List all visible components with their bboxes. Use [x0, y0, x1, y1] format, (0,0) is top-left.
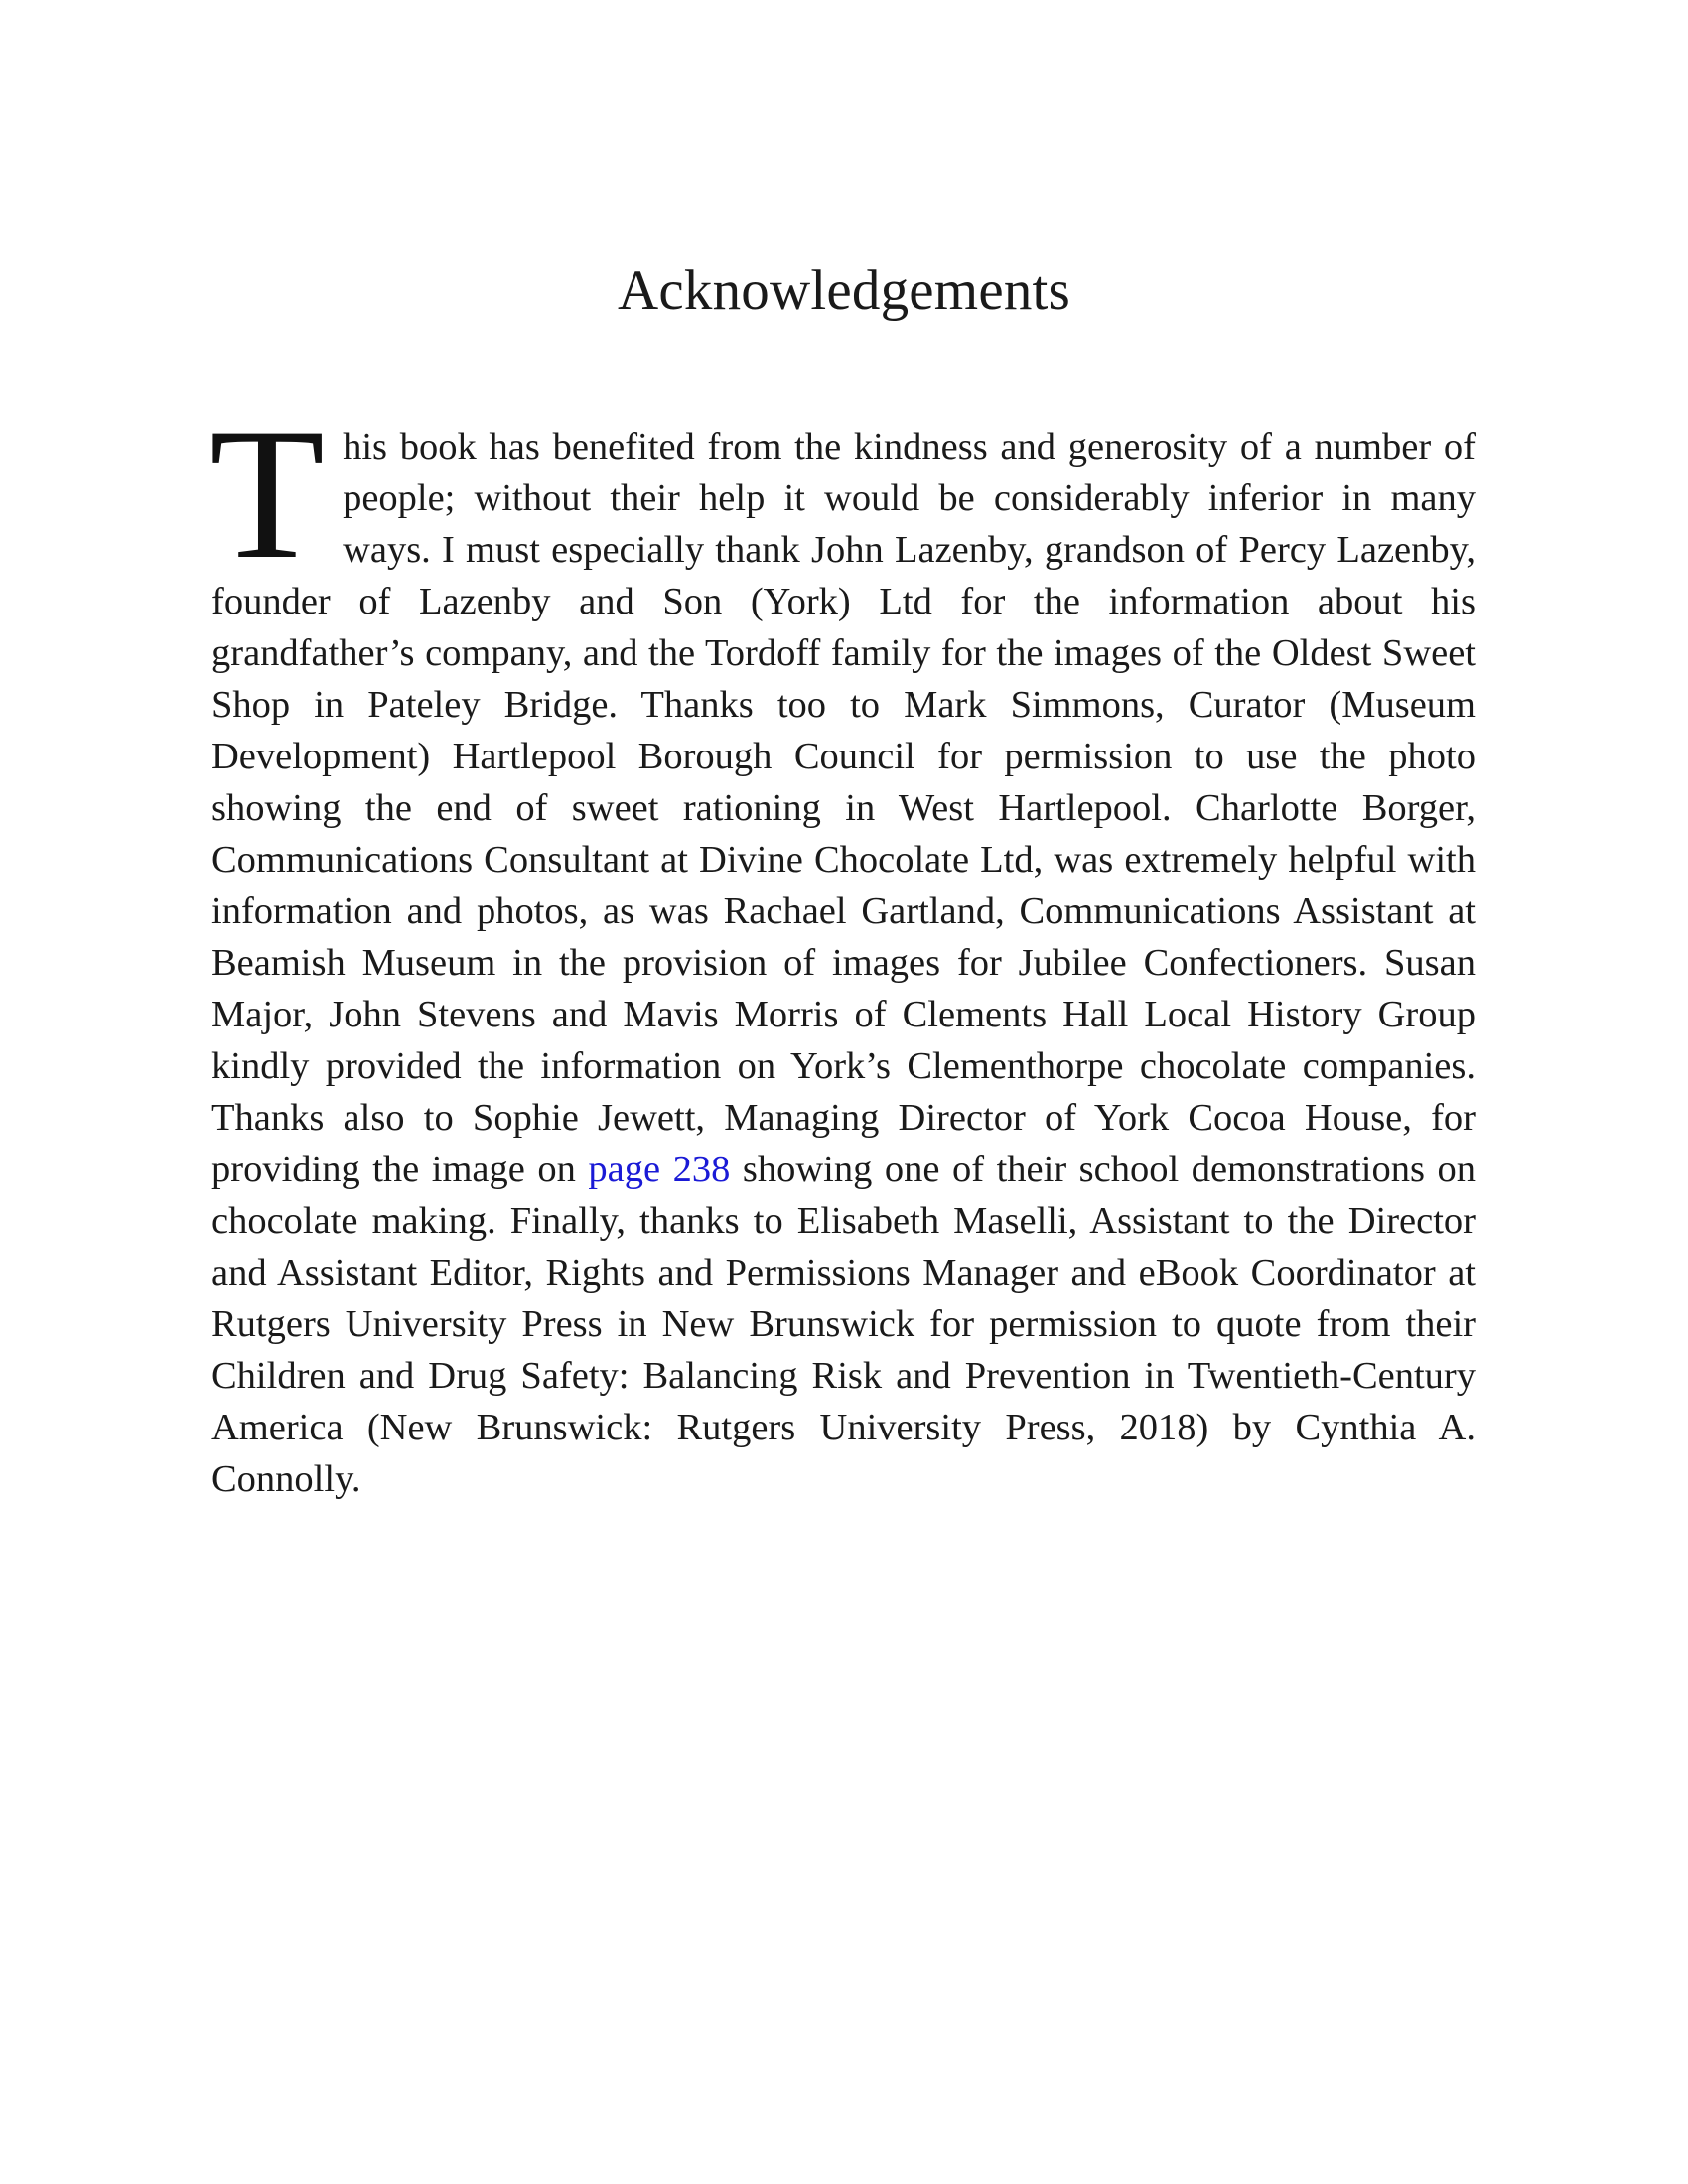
drop-cap-letter: T: [210, 390, 326, 599]
paragraph-text-before-link: his book has benefited from the kindness and generosity of a number of people; without their help it would be considerably inferior in many ways. I must especially thank John Lazenby, grandson of Percy Lazenby, founder of Lazenby and Son (York) Ltd for the information about his grandfather’s company, and the Tordoff family for the images of the Oldest Sweet Shop in Pateley Bridge. Thanks too to Mark Simmons, Curator (Museum Development) Hartlepool Borough Council for permission to use the photo showing the end of sweet rationing in West Hartlepool. Charlotte Borger, Communications Consultant at Divine Chocolate Ltd, was extremely helpful with information and photos, as was Rachael Gartland, Communications Assistant at Beamish Museum in the provision of images for Jubilee Confectioners. Susan Major, John Stevens and Mavis Morris of Clements Hall Local History Group kindly provided the information on York’s Clementhorpe chocolate companies. Thanks also to Sophie Jewett, Managing Director of York Cocoa House, for providing the image on: [211, 426, 1476, 1190]
page-heading: Acknowledgements: [618, 259, 1070, 322]
paragraph-text-after-link: showing one of their school demonstrations on chocolate making. Finally, thanks to Elisabeth Maselli, Assistant to the Director and Assistant Editor, Rights and Permissions Manager and eBook Coordinator at Rutgers University Press in New Brunswick for permission to quote from their Children and Drug Safety: Balancing Risk and Prevention in Twentieth-Century America (New Brunswick: Rutgers University Press, 2018) by Cynthia A. Connolly.: [211, 1149, 1476, 1500]
page-reference-link[interactable]: page 238: [588, 1149, 731, 1190]
acknowledgements-paragraph: [210, 390, 1476, 1505]
